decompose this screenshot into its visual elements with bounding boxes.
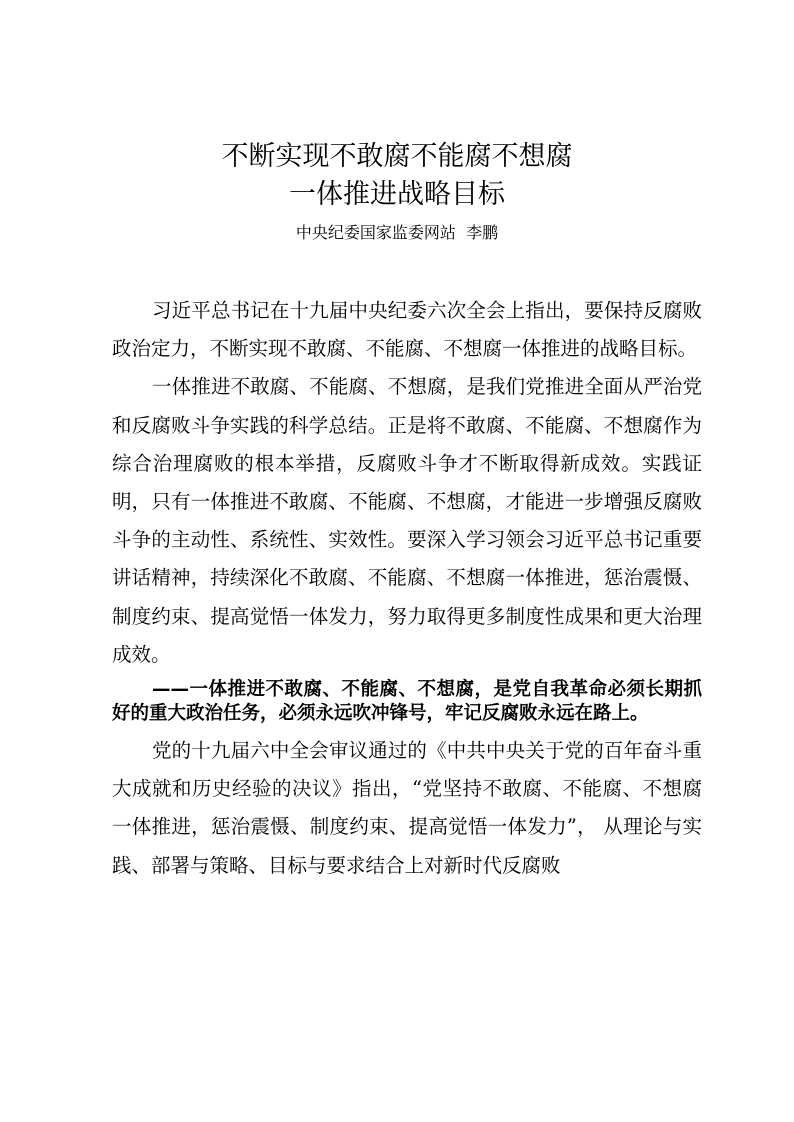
paragraph-1: 习近平总书记在十九届中央纪委六次全会上指出，要保持反腐败政治定力，不断实现不敢腐、不能腐、不想腐一体推进的战略目标。	[112, 299, 702, 361]
byline: 中央纪委国家监委网站 李鹏	[295, 223, 499, 242]
title-block	[0, 138, 794, 244]
title-line-2: 一体推进战略目标	[289, 179, 505, 210]
article-body	[112, 292, 702, 885]
title-line-1: 不断实现不敢腐不能腐不想腐	[221, 141, 573, 172]
paragraph-3: 党的十九届六中全会审议通过的《中共中央关于党的百年奋斗重大成就和历史经验的决议》指出，“党坚持不敢腐、不能腐、不想腐一体推进，惩治震慑、制度约束、提高觉悟一体发力”， 从理论与实践、部署与策略、目标与要求结合上对新时代反腐败	[112, 739, 702, 877]
paragraph-2: 一体推进不敢腐、不能腐、不想腐，是我们党推进全面从严治党和反腐败斗争实践的科学总结。正是将不敢腐、不能腐、不想腐作为综合治理腐败的根本举措，反腐败斗争才不断取得新成效。实践证明，只有一体推进不敢腐、不能腐、不想腐，才能进一步增强反腐败斗争的主动性、系统性、实效性。要深入学习领会习近平总书记重要讲话精神，持续深化不敢腐、不能腐、不想腐一体推进，惩治震慑、制度约束、提高觉悟一体发力，努力取得更多制度性成果和更大治理成效。	[112, 375, 702, 666]
bold-heading: ——一体推进不敢腐、不能腐、不想腐，是党自我革命必须长期抓好的重大政治任务，必须永远吹冲锋号，牢记反腐败永远在路上。	[112, 679, 702, 725]
